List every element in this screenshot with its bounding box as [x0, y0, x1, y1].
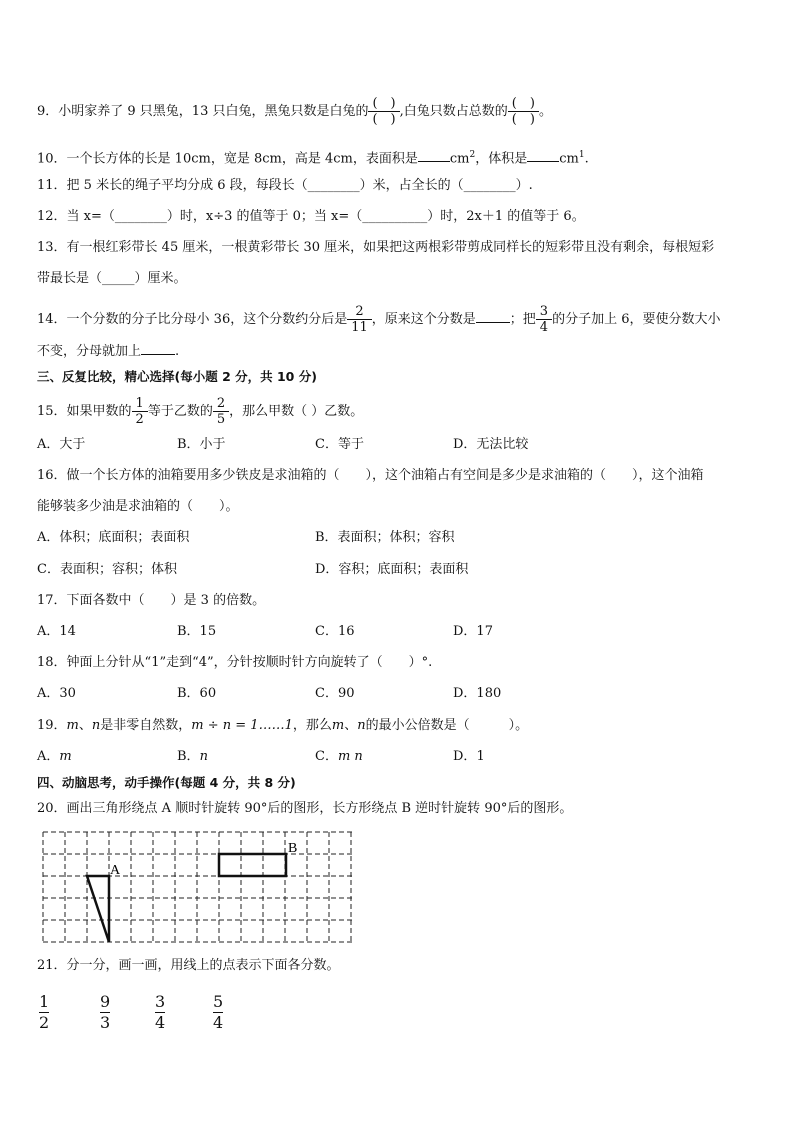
q19-option-c[interactable]: C．m n: [315, 749, 363, 764]
q15-fraction-1-2: $\frac{1}{2}$: [134, 396, 146, 427]
question-16-line-2: 能够装多少油是求油箱的（ ）。: [37, 499, 239, 514]
question-15: 15．如果甲数的 $\frac{1}{2}$ 等于乙数的 $\frac{2}{5}$ ，那么甲数（ ）乙数。: [37, 396, 364, 427]
question-11: 11．把 5 米长的绳子平均分成 6 段，每段长（________）米，占全长的（________）.: [37, 178, 533, 193]
q17-option-d[interactable]: D．17: [453, 624, 493, 639]
question-18: 18．钟面上分针从“1”走到“4”，分针按顺时针方向旋转了（ ）°.: [37, 655, 433, 670]
q15-option-d[interactable]: D．无法比较: [453, 437, 529, 452]
question-21: 21．分一分，画一画，用线上的点表示下面各分数。: [37, 958, 340, 973]
q14-fraction-3-4: $\frac{3}{4}$: [538, 304, 550, 335]
fraction-3-4: 3 4: [155, 992, 166, 1032]
point-a-label: A: [110, 863, 121, 878]
q19-option-b[interactable]: B．n: [177, 749, 208, 764]
question-20: 20．画出三角形绕点 A 顺时针旋转 90°后的图形，长方形绕点 B 逆时针旋转 90°后的图形。: [37, 801, 573, 816]
q9-text-a: 9．小明家养了 9 只黑兔，13 只白兔，黑兔只数是白兔的: [37, 104, 369, 119]
fraction-1-2: 1 2: [39, 992, 50, 1032]
q15-option-b[interactable]: B．小于: [177, 437, 226, 452]
question-19: 19．m、n是非零自然数，m ÷ n = 1……1，那么m、n的最小公倍数是（ ）。: [37, 718, 529, 733]
q15-option-c[interactable]: C．等于: [315, 437, 364, 452]
q19-option-d[interactable]: D．1: [453, 749, 485, 764]
question-16-line-1: 16．做一个长方体的油箱要用多少铁皮是求油箱的（ ），这个油箱占有空间是多少是求油箱的（ ），这个油箱: [37, 468, 704, 483]
q16-option-a[interactable]: A．体积；底面积；表面积: [37, 530, 190, 545]
q10-blank-volume[interactable]: [527, 161, 559, 162]
question-12: 12．当 x=（________）时，x÷3 的值等于 0；当 x=（__________）时，2x＋1 的值等于 6。: [37, 209, 585, 224]
section-3-heading: 三、反复比较，精心选择(每小题 2 分，共 10 分): [37, 369, 317, 384]
q16-option-c[interactable]: C．表面积；容积；体积: [37, 562, 177, 577]
rectangle-shape: [219, 854, 286, 876]
q10-blank-area[interactable]: [418, 161, 450, 162]
q18-option-b[interactable]: B．60: [177, 686, 217, 701]
q15-fraction-2-5: $\frac{2}{5}$: [215, 396, 227, 427]
q9-text-b: ,白兔只数占总数的: [399, 104, 508, 119]
q14-blank-denominator[interactable]: [141, 354, 175, 355]
question-14-line-2: 不变，分母就加上 .: [37, 344, 180, 359]
triangle-shape: [87, 876, 109, 942]
q18-option-c[interactable]: C．90: [315, 686, 355, 701]
q9-fraction-blank-1[interactable]: $\frac{( )}{( )}$: [370, 96, 397, 127]
q17-option-b[interactable]: B．15: [177, 624, 217, 639]
q19-expression: m ÷ n = 1……1: [191, 718, 293, 733]
rotation-grid[interactable]: [42, 831, 357, 944]
question-13-line-2: 带最长是（_____）厘米。: [37, 271, 187, 286]
question-17: 17．下面各数中（ ）是 3 的倍数。: [37, 593, 266, 608]
q9-fraction-blank-2[interactable]: $\frac{( )}{( )}$: [510, 96, 537, 127]
q18-option-d[interactable]: D．180: [453, 686, 502, 701]
q15-option-a[interactable]: A．大于: [37, 437, 86, 452]
q17-option-a[interactable]: A．14: [37, 624, 76, 639]
question-9: 9．小明家养了 9 只黑兔，13 只白兔，黑兔只数是白兔的 $\frac{( )}{( )}$ ,白兔只数占总数的 $\frac{( )}{( )}$ 。: [37, 96, 552, 127]
q17-option-c[interactable]: C．16: [315, 624, 355, 639]
question-14: 14．一个分数的分子比分母小 36，这个分数约分后是 $\frac{2}{11}$ ，原来这个分数是 ；把 $\frac{3}{4}$ 的分子加上 6，要使分数大小: [37, 304, 721, 335]
q14-blank-original[interactable]: [476, 322, 510, 323]
q14-fraction-2-11: $\frac{2}{11}$: [349, 304, 370, 335]
q16-option-b[interactable]: B．表面积；体积；容积: [315, 530, 455, 545]
question-13-line-1: 13．有一根红彩带长 45 厘米，一根黄彩带长 30 厘米，如果把这两根彩带剪成同样长的短彩带且没有剩余，每根短彩: [37, 240, 715, 255]
question-10: 10．一个长方体的长是 10cm，宽是 8cm，高是 4cm，表面积是 $cm^2$，体积是 $cm^1$.: [37, 150, 589, 167]
fraction-9-3: 9 3: [100, 992, 111, 1032]
q18-option-a[interactable]: A．30: [37, 686, 76, 701]
q19-option-a[interactable]: A．m: [37, 749, 72, 764]
section-4-heading: 四、动脑思考，动手操作(每题 4 分，共 8 分): [37, 775, 296, 790]
q16-option-d[interactable]: D．容积；底面积；表面积: [315, 562, 469, 577]
fraction-5-4: 5 4: [213, 992, 224, 1032]
point-b-label: B: [288, 841, 298, 856]
